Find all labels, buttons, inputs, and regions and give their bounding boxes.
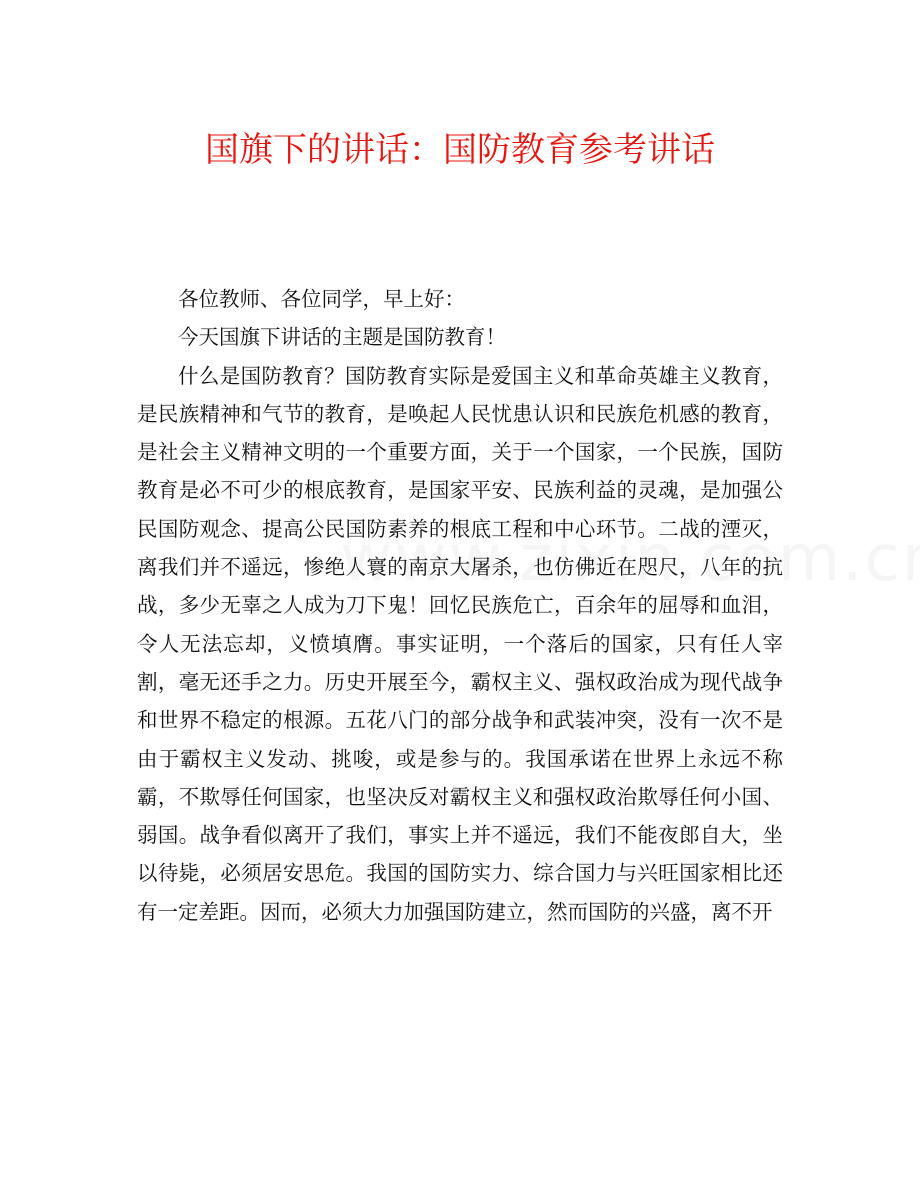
paragraph-topic: 今天国旗下讲话的主题是国防教育！ [178, 325, 506, 350]
paragraph-main: 什么是国防教育？国防教育实际是爱国主义和革命英雄主义教育，是民族精神和气节的教育，是唤起人民忧患认识和民族危机感的教育，是社会主义精神文明的一个重要方面，关于一个国家，一个民族，国防教育是必不可少的根底教育，是国家平安、民族利益的灵魂，是加强公民国防观念、提高公民国防素养的根底工程和中心环节。二战的湮灭，离我们并不遥远，惨绝人寰的南京大屠杀，也仿佛近在咫尺，八年的抗战，多少无辜之人成为刀下鬼！回忆民族危亡，百余年的屈辱和血泪，令人无法忘却，义愤填膺。事实证明，一个落后的国家，只有任人宰割，毫无还手之力。历史开展至今，霸权主义、强权政治成为现代战争和世界不稳定的根源。五花八门的部分战争和武装冲突，没有一次不是由于霸权主义发动、挑唆，或是参与的。我国承诺在世界上永远不称霸，不欺辱任何国家，也坚决反对霸权主义和强权政治欺辱任何小国、弱国。战争看似离开了我们，事实上并不遥远，我们不能夜郎自大，坐以待毙，必须居安思危。我国的国防实力、综合国力与兴旺国家相比还有一定差距。因而，必须大力加强国防建立，然而国防的兴盛，离不开 [137, 363, 783, 924]
document-title: 国旗下的讲话：国防教育参考讲话 [205, 130, 715, 170]
document-body [137, 280, 783, 931]
paragraph-greeting: 各位教师、各位同学，早上好： [178, 287, 465, 311]
